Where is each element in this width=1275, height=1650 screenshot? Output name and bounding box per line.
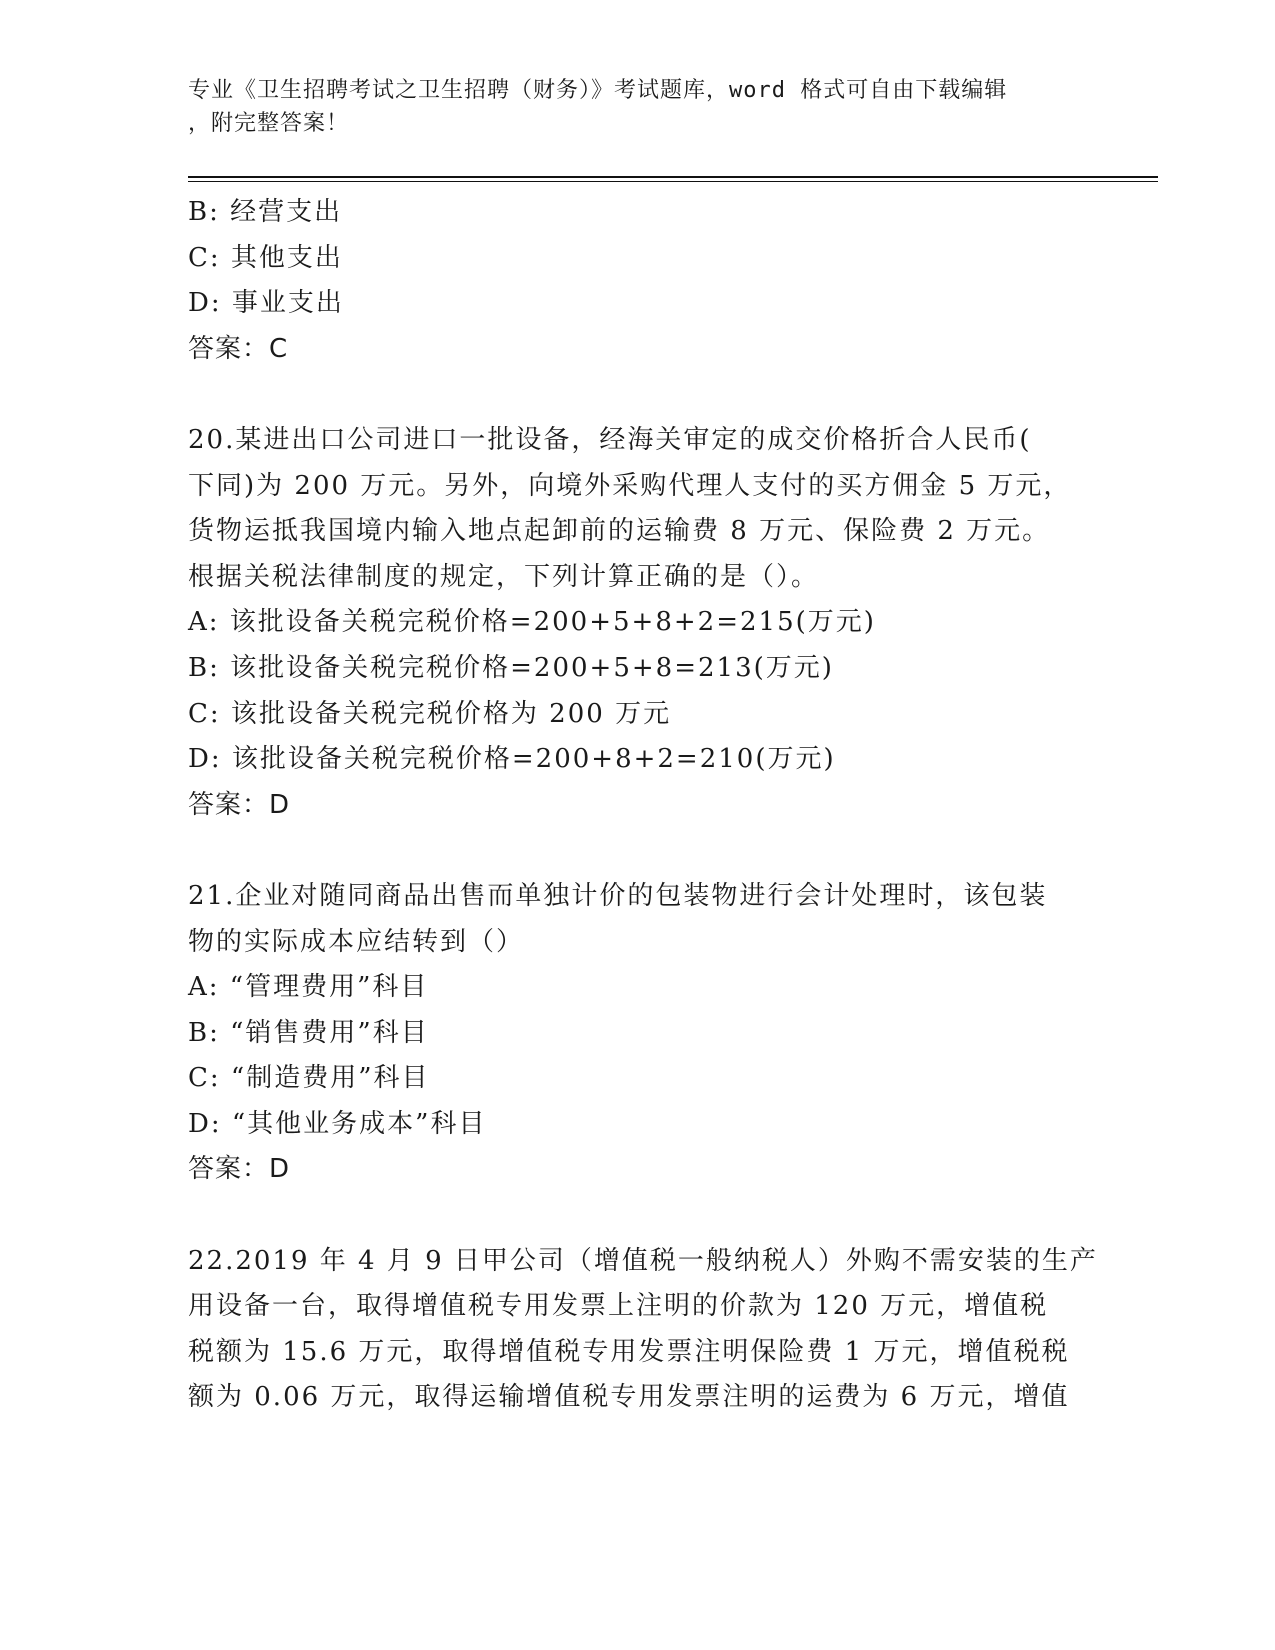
header-line-2: ，附完整答案！: [188, 111, 350, 136]
question-content: [188, 190, 1098, 1421]
spacer: [188, 1193, 1088, 1239]
question-21-line-2: 物的实际成本应结转到（）: [188, 926, 525, 957]
question-20-line-1: 20.某进出口公司进口一批设备，经海关审定的成交价格折合人民币(: [188, 424, 1032, 455]
page-header: [188, 74, 1088, 140]
question-20-option-a: A: 该批设备关税完税价格=200+5+8+2=215(万元): [188, 607, 876, 638]
question-20-line-4: 根据关税法律制度的规定，下列计算正确的是（）。: [188, 561, 820, 592]
question-21-option-a: A: “管理费用”科目: [188, 972, 429, 1003]
question-21-answer: 答案：D: [188, 1154, 291, 1185]
question-21-option-b: B: “销售费用”科目: [188, 1017, 429, 1048]
spacer: [188, 828, 1088, 874]
header-divider-thick: [188, 176, 1158, 178]
answer-line: 答案：C: [188, 333, 289, 364]
question-20-option-b: B: 该批设备关税完税价格=200+5+8=213(万元): [188, 652, 834, 683]
question-22-line-2: 用设备一台，取得增值税专用发票上注明的价款为 120 万元，增值税: [188, 1291, 1049, 1322]
question-22-line-1: 22.2019 年 4 月 9 日甲公司（增值税一般纳税人）外购不需安装的生产: [188, 1245, 1098, 1276]
question-22-line-4: 额为 0.06 万元，取得运输增值税专用发票注明的运费为 6 万元，增值: [188, 1382, 1070, 1413]
header-line-1: 专业《卫生招聘考试之卫生招聘（财务）》考试题库，word 格式可自由下载编辑: [188, 78, 1008, 103]
question-20-answer: 答案：D: [188, 789, 291, 820]
option-b: B: 经营支出: [188, 197, 343, 227]
question-22-line-3: 税额为 15.6 万元，取得增值税专用发票注明保险费 1 万元，增值税税: [188, 1336, 1070, 1367]
question-21-line-1: 21.企业对随同商品出售而单独计价的包装物进行会计处理时，该包装: [188, 880, 1048, 911]
question-21-option-d: D: “其他业务成本”科目: [188, 1108, 487, 1139]
option-d: D: 事业支出: [188, 288, 344, 319]
question-20-option-d: D: 该批设备关税完税价格=200+8+2=210(万元): [188, 744, 836, 775]
question-20-line-2: 下同)为 200 万元。另外，向境外采购代理人支付的买方佣金 5 万元，: [188, 470, 1072, 501]
spacer: [188, 372, 1088, 418]
option-c: C: 其他支出: [188, 242, 343, 273]
question-21-option-c: C: “制造费用”科目: [188, 1063, 430, 1094]
question-20-line-3: 货物运抵我国境内输入地点起卸前的运输费 8 万元、保险费 2 万元。: [188, 516, 1051, 547]
header-divider-thin: [188, 181, 1158, 182]
question-20-option-c: C: 该批设备关税完税价格为 200 万元: [188, 698, 672, 729]
